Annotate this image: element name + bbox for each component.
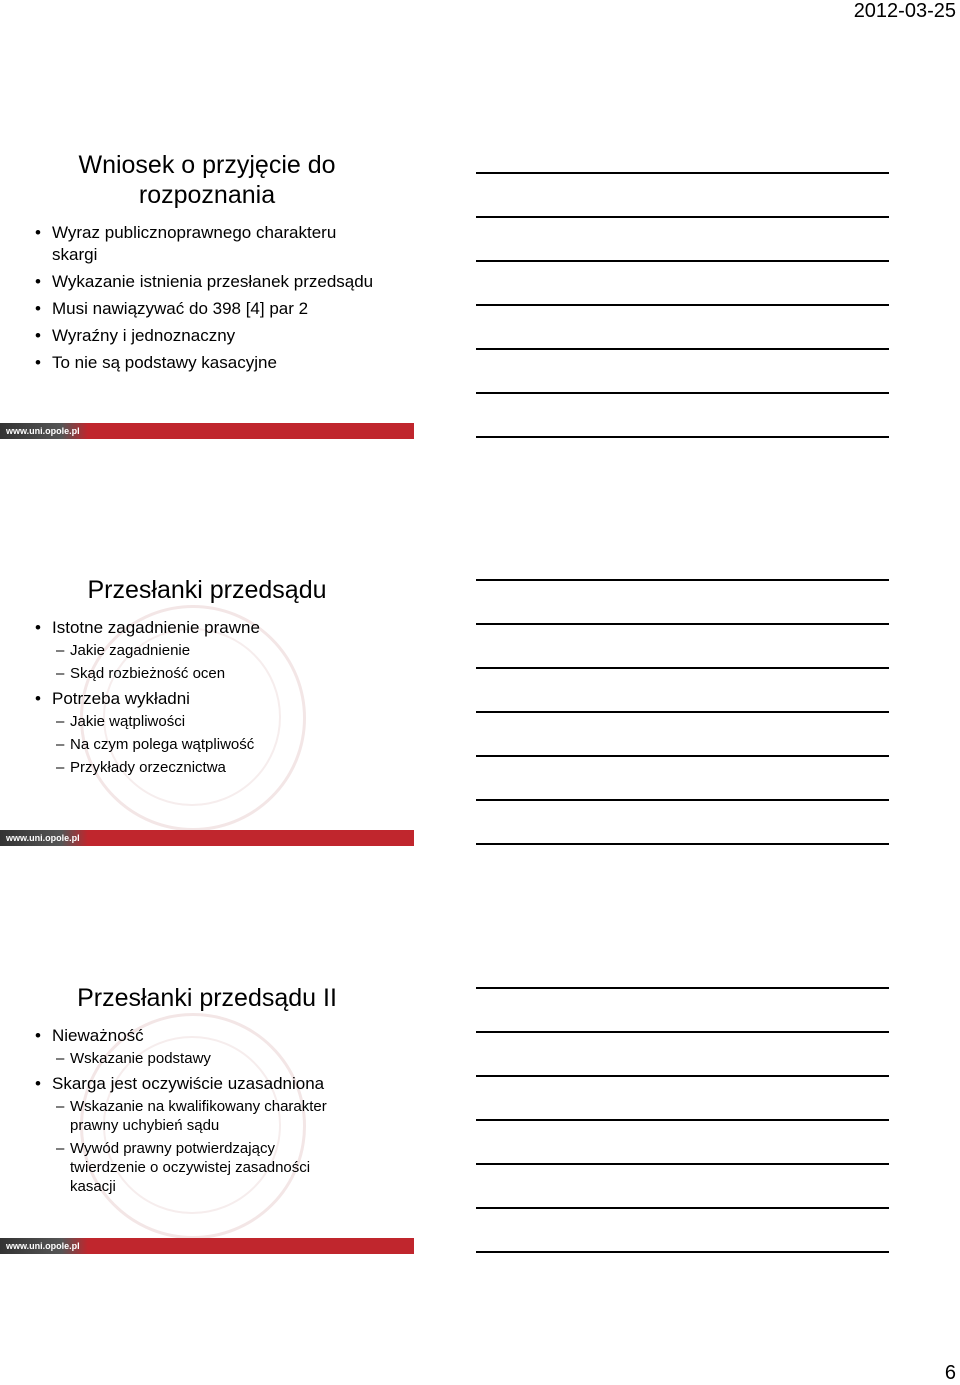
sub-item: – Wskazanie podstawy	[0, 1049, 384, 1068]
sub-item: – Jakie wątpliwości	[0, 712, 384, 731]
slide-3	[0, 983, 414, 1373]
note-line	[476, 348, 889, 350]
note-line	[476, 987, 889, 989]
slide-footer-bar	[0, 1238, 414, 1254]
footer-url: www.uni.opole.pl	[0, 830, 88, 846]
sub-item: – Jakie zagadnienie	[0, 641, 384, 660]
note-line	[476, 1031, 889, 1033]
note-line	[476, 392, 889, 394]
note-line	[476, 1251, 889, 1253]
note-line	[476, 1163, 889, 1165]
sub-item: – Na czym polega wątpliwość	[0, 735, 384, 754]
notes-lines	[476, 579, 889, 887]
slide-2	[0, 575, 414, 965]
note-line	[476, 260, 889, 262]
footer-url: www.uni.opole.pl	[0, 1238, 88, 1254]
sub-list	[52, 1049, 384, 1068]
bullet-item: • Wyraz publicznoprawnego charakteru skargi	[0, 222, 414, 266]
slide-title: Przesłanki przedsądu II	[77, 984, 337, 1012]
note-line	[476, 667, 889, 669]
note-line	[476, 799, 889, 801]
slide-title: Wniosek o przyjęcie do rozpoznania	[78, 151, 336, 209]
footer-url: www.uni.opole.pl	[0, 423, 88, 439]
slide-1	[0, 150, 414, 540]
slide-footer-bar	[0, 423, 414, 439]
sub-item: – Skąd rozbieżność ocen	[0, 664, 384, 683]
bullet-item: • To nie są podstawy kasacyjne	[0, 352, 414, 374]
note-line	[476, 843, 889, 845]
note-line	[476, 711, 889, 713]
note-line	[476, 623, 889, 625]
notes-lines	[476, 987, 889, 1295]
bullet-list	[0, 617, 414, 777]
notes-lines	[476, 172, 889, 480]
note-line	[476, 436, 889, 438]
bullet-item: • Musi nawiązywać do 398 [4] par 2	[0, 298, 414, 320]
bullet-item: • Wyraźny i jednoznaczny	[0, 325, 414, 347]
sub-item: – Wskazanie na kwalifikowany charakter prawny uchybień sądu	[0, 1097, 384, 1135]
bullet-item: • Wykazanie istnienia przesłanek przedsądu	[0, 271, 414, 293]
note-line	[476, 1119, 889, 1121]
date-stamp: 2012-03-25	[853, 0, 956, 22]
bullet-item: • Potrzeba wykładni – Jakie wątpliwości – Na czym polega wątpliwość – Przykłady orzecznictwa	[0, 688, 414, 777]
sub-item: – Przykłady orzecznictwa	[0, 758, 384, 777]
slide-footer-bar	[0, 830, 414, 846]
slide-title: Przesłanki przedsądu	[87, 576, 327, 604]
bullet-item: • Nieważność – Wskazanie podstawy	[0, 1025, 414, 1068]
page-number: 6	[944, 1362, 956, 1384]
sub-list	[52, 641, 384, 683]
bullet-list	[0, 222, 414, 374]
sub-item: – Wywód prawny potwierdzający twierdzenie o oczywistej zasadności kasacji	[0, 1139, 384, 1196]
bullet-item: • Istotne zagadnienie prawne – Jakie zagadnienie – Skąd rozbieżność ocen	[0, 617, 414, 683]
note-line	[476, 172, 889, 174]
bullet-list	[0, 1025, 414, 1196]
note-line	[476, 304, 889, 306]
note-line	[476, 1075, 889, 1077]
note-line	[476, 755, 889, 757]
note-line	[476, 216, 889, 218]
sub-list	[52, 712, 384, 777]
note-line	[476, 1207, 889, 1209]
note-line	[476, 579, 889, 581]
sub-list	[52, 1097, 384, 1196]
bullet-item: • Skarga jest oczywiście uzasadniona – Wskazanie na kwalifikowany charakter prawny uchybień sądu – Wywód prawny potwierdzający twierdzenie o oczywistej zasadności kasacji	[0, 1073, 414, 1196]
